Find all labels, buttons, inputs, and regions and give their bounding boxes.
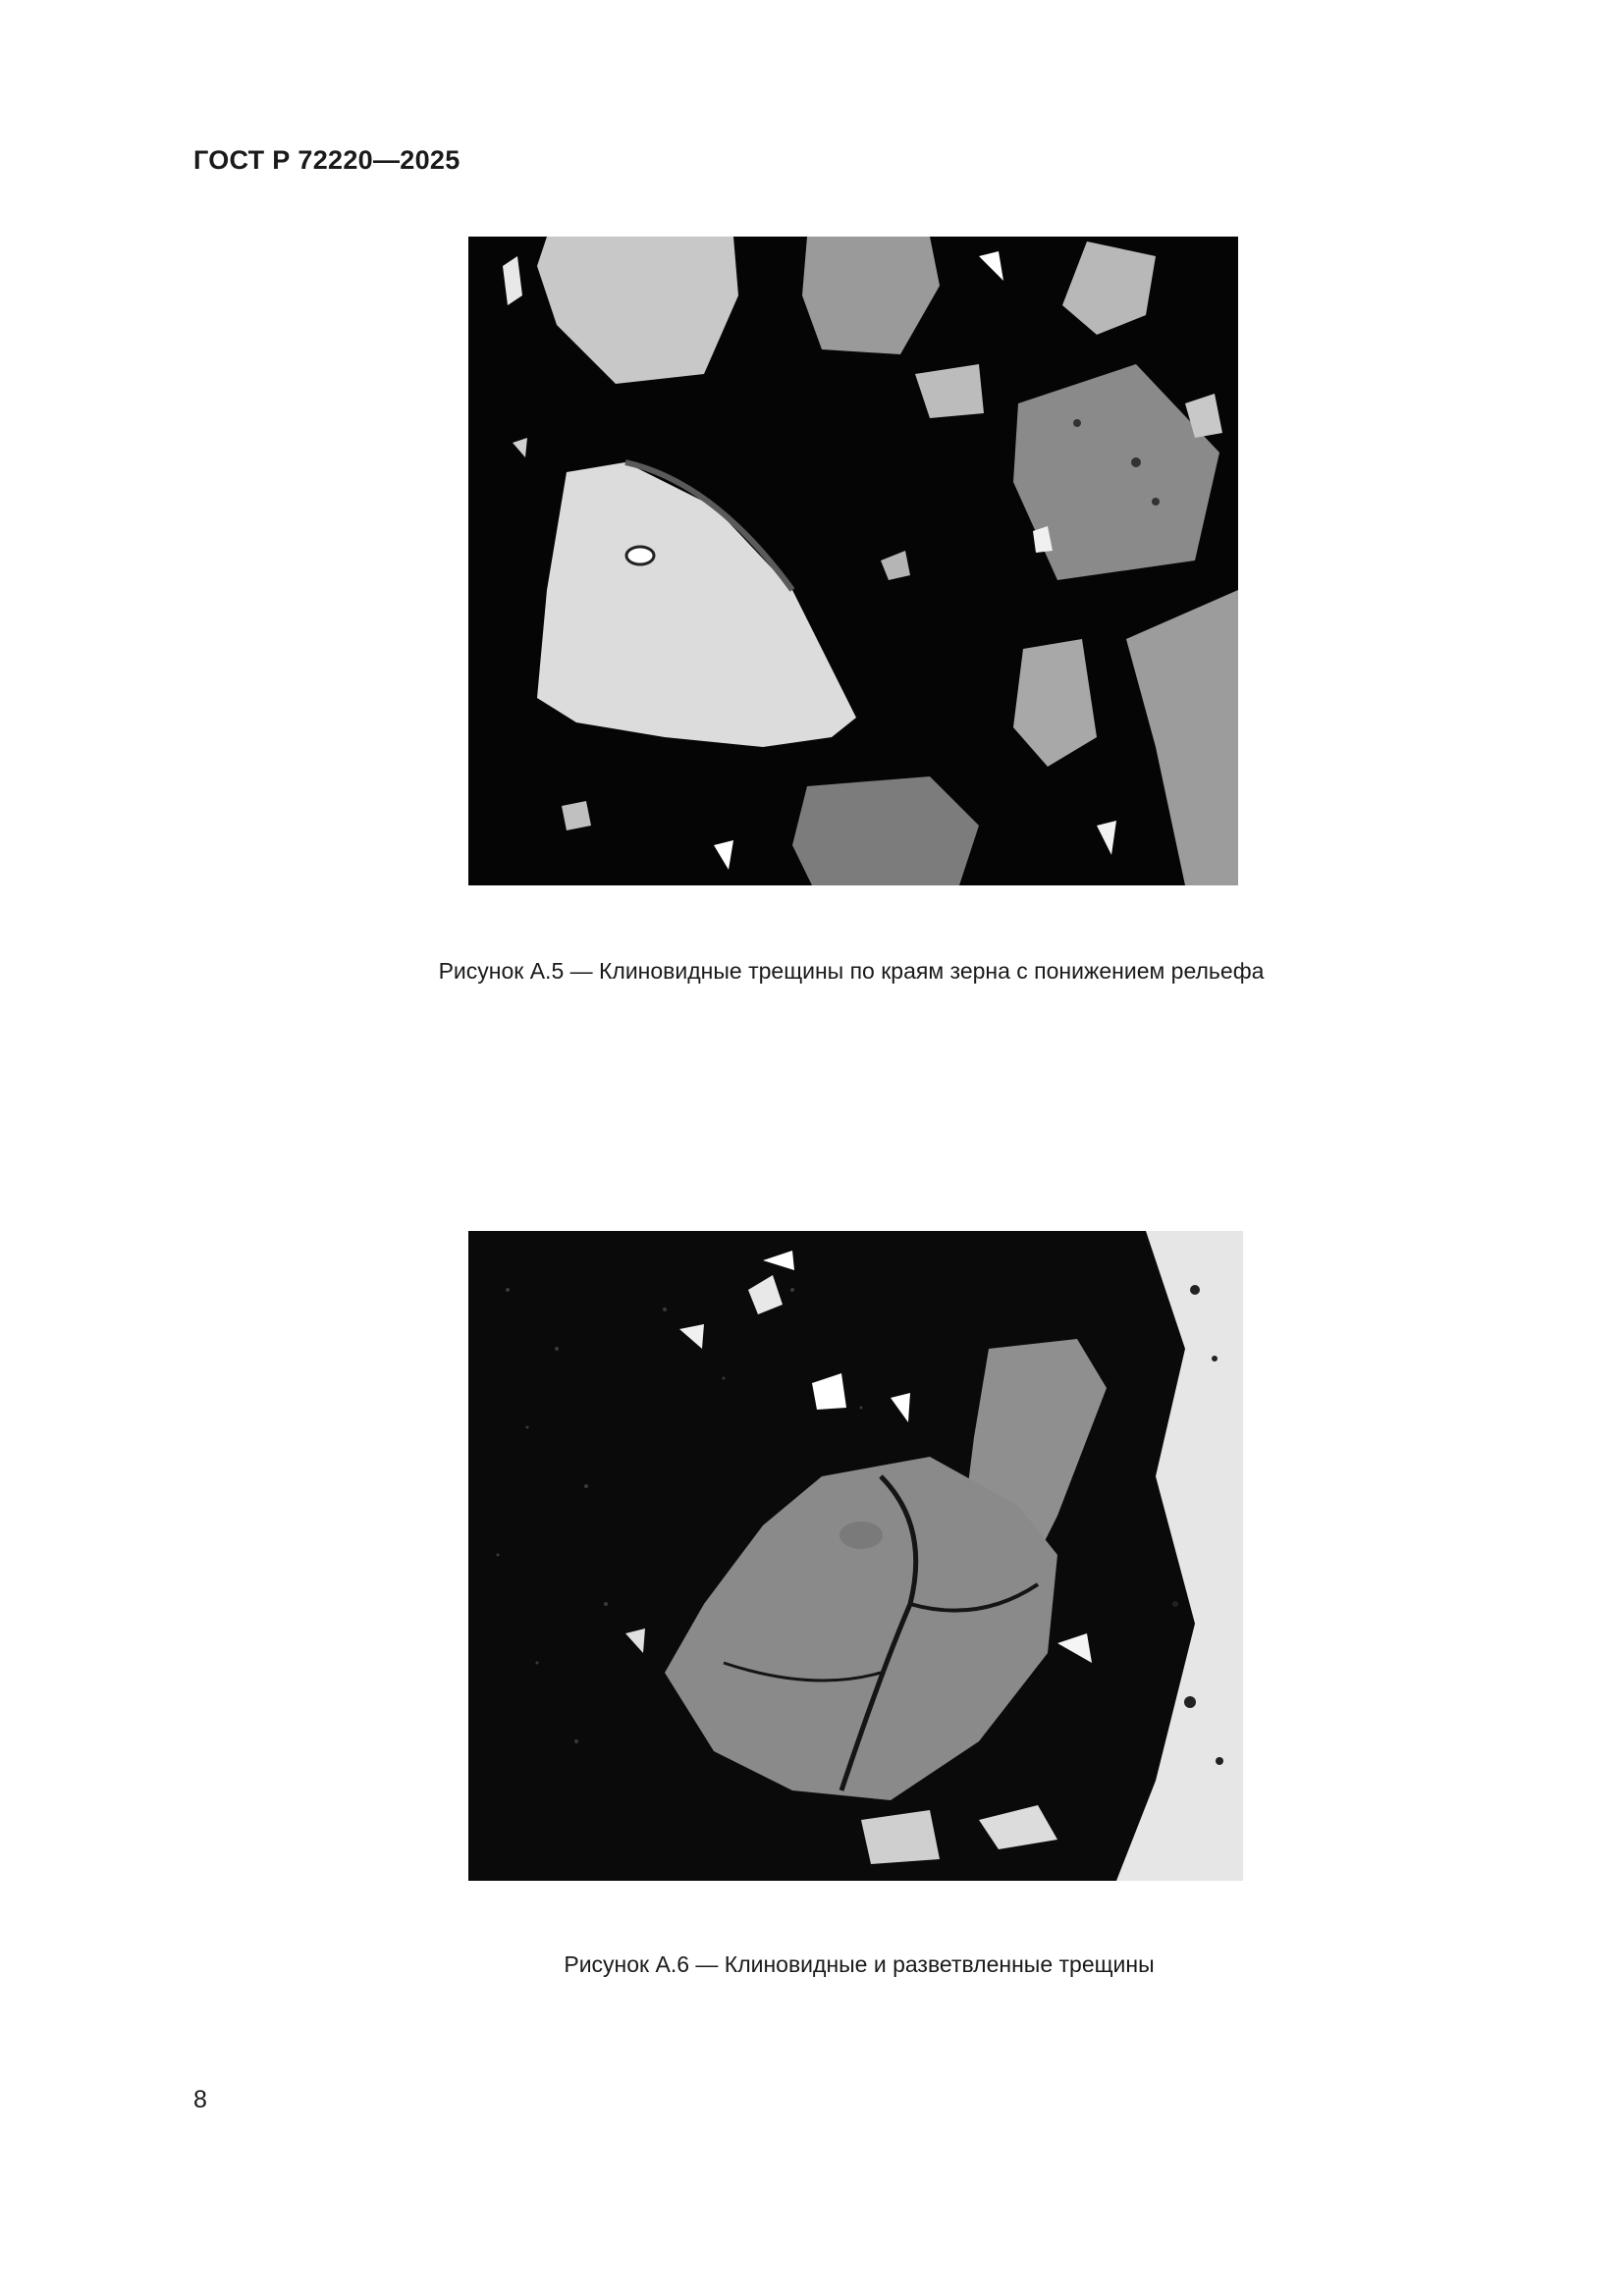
- micrograph-figure-a6: [468, 1231, 1243, 1881]
- figure-a5-caption: Рисунок А.5 — Клиновидные трещины по краям зерна с понижением рельефа: [438, 958, 1265, 984]
- figure-a6-caption: Рисунок А.6 — Клиновидные и разветвленные трещины: [564, 1951, 1155, 1977]
- micrograph-figure-a5: [468, 237, 1238, 885]
- document-code-header: ГОСТ Р 72220—2025: [193, 145, 460, 175]
- page-number: 8: [193, 2086, 207, 2113]
